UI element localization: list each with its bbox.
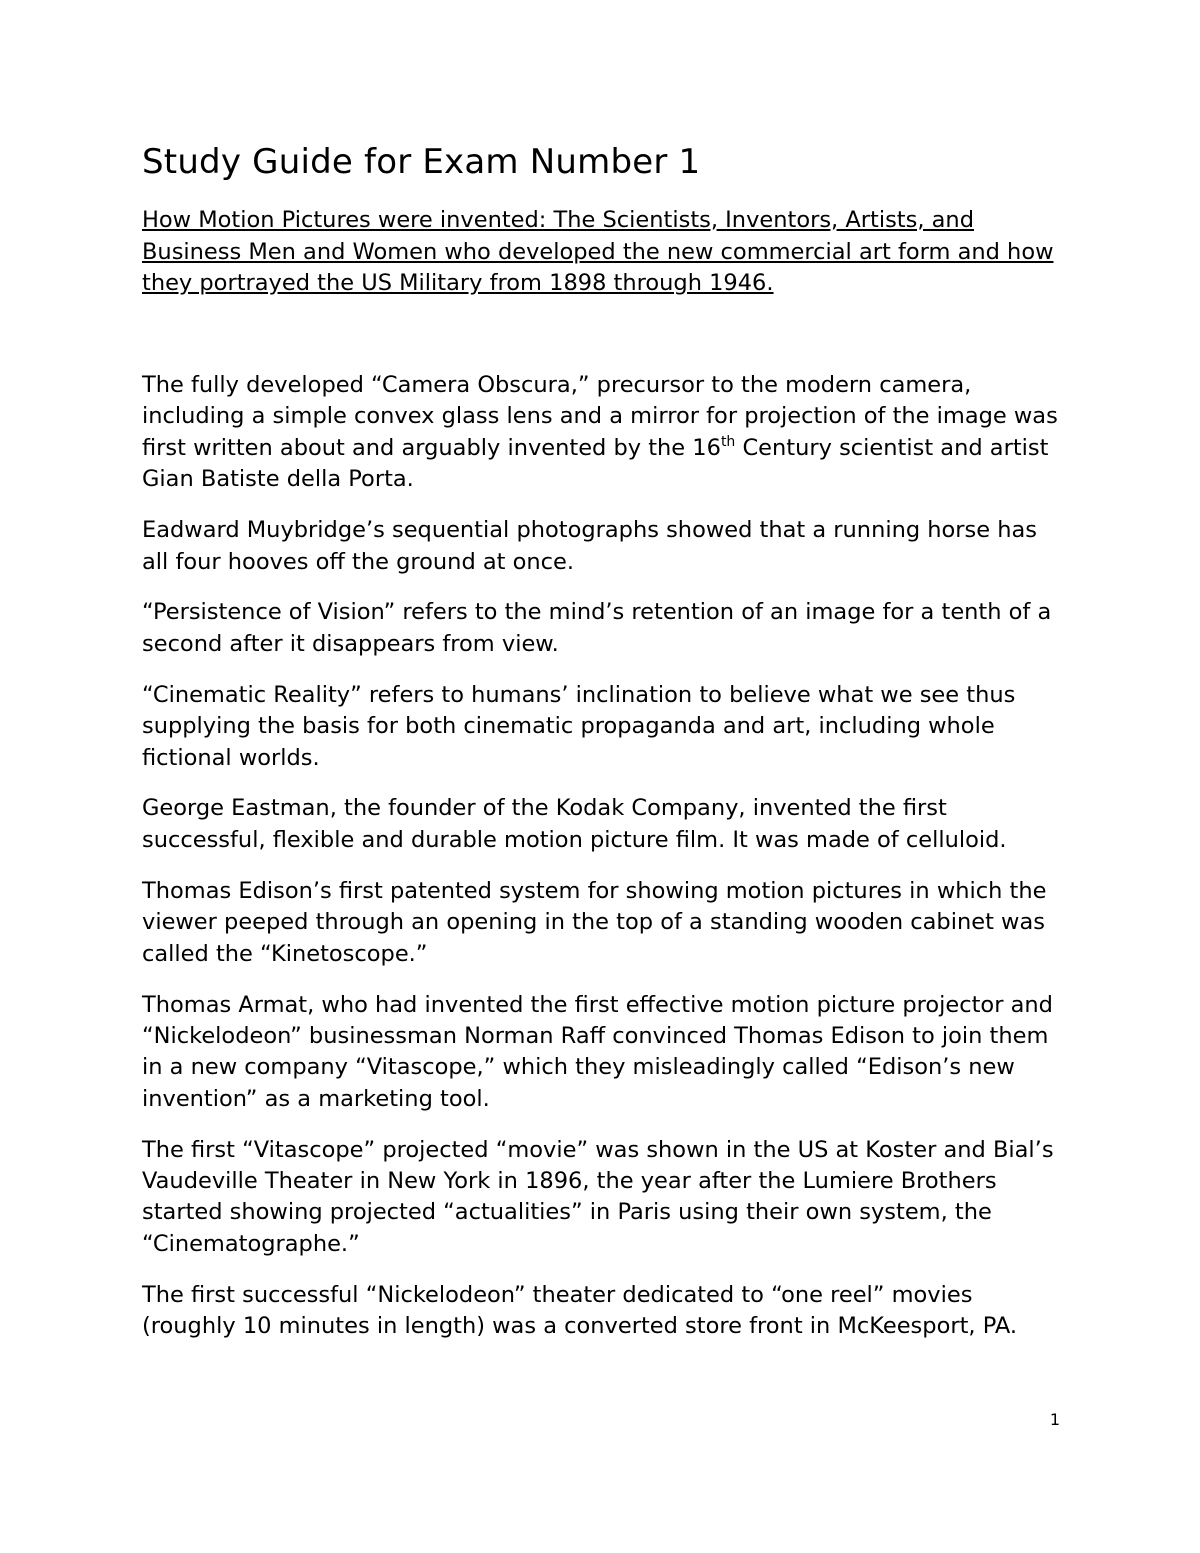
paragraph-first-vitascope-movie: The first “Vitascope” projected “movie” was shown in the US at Koster and Bial’s Vaudeville Theater in New York in 1896, the year after the Lumiere Brothers started showing projected “actualities” in Paris using their own system, the “Cinematographe.” <box>142 1136 1054 1257</box>
paragraph-text: Century scientist and artist Gian Batiste della Porta. <box>142 434 1049 493</box>
paragraph-kinetoscope: Thomas Edison’s first patented system for showing motion pictures in which the viewer peeped through an opening in the top of a standing wooden cabinet was called the “Kinetoscope.” <box>142 877 1047 967</box>
paragraph-muybridge: Eadward Muybridge’s sequential photographs showed that a running horse has all four hooves off the ground at once. <box>142 517 1038 575</box>
paragraph-cinematic-reality: “Cinematic Reality” refers to humans’ inclination to believe what we see thus supplying the basis for both cinematic propaganda and art, including whole fictional worlds. <box>142 681 1016 771</box>
ordinal-superscript: th <box>720 433 736 450</box>
paragraph-persistence-of-vision: “Persistence of Vision” refers to the mind’s retention of an image for a tenth of a second after it disappears from view. <box>142 599 1052 657</box>
document-body <box>142 370 1067 1362</box>
paragraph-eastman: George Eastman, the founder of the Kodak Company, invented the first successful, flexible and durable motion picture film. It was made of celluloid. <box>142 795 1007 853</box>
paragraph-vitascope-company: Thomas Armat, who had invented the first effective motion picture projector and “Nickelodeon” businessman Norman Raff convinced Thomas Edison to join them in a new company “Vitascope,” which they misleadingly called “Edison’s new invention” as a marketing tool. <box>142 991 1053 1112</box>
page-title: Study Guide for Exam Number 1 <box>142 142 701 182</box>
paragraph-text: The fully developed “Camera Obscura,” precursor to the modern camera, including a simple convex glass lens and a mirror for projection of the image was first written about and arguably invented by the 16 <box>142 372 1058 461</box>
document-subtitle: How Motion Pictures were invented: The Scientists, Inventors, Artists, and Business Men and Women who developed the new commercial art form and how they portrayed the US Military from 1898 through 1946. <box>142 207 1054 296</box>
paragraph-camera-obscura <box>142 370 1067 496</box>
paragraph-nickelodeon: The first successful “Nickelodeon” theater dedicated to “one reel” movies (roughly 10 minutes in length) was a converted store front in McKeesport, PA. <box>142 1281 1017 1340</box>
page-number: 1 <box>1049 1410 1060 1429</box>
